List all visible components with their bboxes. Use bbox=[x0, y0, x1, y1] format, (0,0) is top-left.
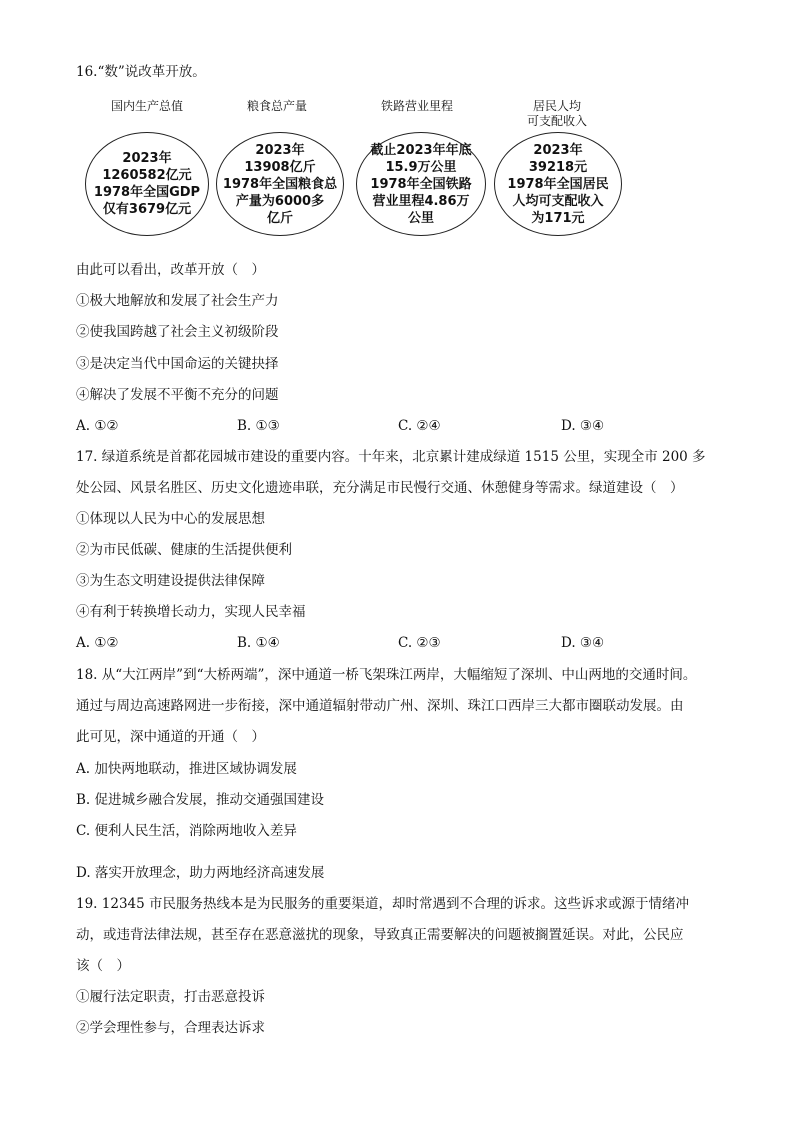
q17-stem-line-2: 处公园、风景名胜区、历史文化遗迹串联，充分满足市民慢行交通、休憩健身等需求。绿道建设（ ） bbox=[76, 480, 684, 496]
q18-option-d[interactable]: D. 落实开放理念，助力两地经济高速发展 bbox=[76, 865, 325, 881]
q16-item-1: ①极大地解放和发展了社会生产力 bbox=[76, 293, 279, 309]
q19-stem-line-1: 19. 12345 市民服务热线本是为民服务的重要渠道，却时常遇到不合理的诉求。这些诉求或源于情绪冲 bbox=[76, 896, 689, 912]
q18-stem-line-2: 通过与周边高速路网进一步衔接，深中通道辐射带动广州、深圳、珠江口西岸三大都市圈联动发展。由 bbox=[76, 698, 684, 714]
bubble-grain: 2023年 13908亿斤 1978年全国粮食总 产量为6000多 亿斤 bbox=[216, 132, 344, 236]
q19-item-1: ①履行法定职责，打击恶意投诉 bbox=[76, 989, 265, 1005]
q16-option-d[interactable]: D. ③④ bbox=[561, 418, 605, 434]
q18-option-a[interactable]: A. 加快两地联动，推进区域协调发展 bbox=[76, 761, 297, 777]
q16-item-3: ③是决定当代中国命运的关键抉择 bbox=[76, 356, 279, 372]
q18-option-b[interactable]: B. 促进城乡融合发展，推动交通强国建设 bbox=[76, 792, 325, 808]
q16-option-c[interactable]: C. ②④ bbox=[398, 418, 441, 434]
q19-item-2: ②学会理性参与，合理表达诉求 bbox=[76, 1020, 265, 1036]
q17-item-4: ④有利于转换增长动力，实现人民幸福 bbox=[76, 604, 306, 620]
q19-stem-line-3: 该（ ） bbox=[76, 958, 130, 974]
q17-item-1: ①体现以人民为中心的发展思想 bbox=[76, 511, 265, 527]
q17-option-b[interactable]: B. ①④ bbox=[237, 635, 280, 651]
category-label-income: 居民人均 可支配收入 bbox=[526, 99, 587, 128]
q17-stem-line-1: 17. 绿道系统是首都花园城市建设的重要内容。十年来，北京累计建成绿道 1515 公里，实现全市 200 多 bbox=[76, 449, 706, 465]
category-label-grain: 粮食总产量 bbox=[246, 99, 307, 113]
bubble-income: 2023年 39218元 1978年全国居民 人均可支配收入 为171元 bbox=[494, 132, 622, 236]
q16-option-a[interactable]: A. ①② bbox=[76, 418, 119, 434]
q16-option-b[interactable]: B. ①③ bbox=[237, 418, 280, 434]
bubble-gdp: 2023年 1260582亿元 1978年全国GDP 仅有3679亿元 bbox=[85, 132, 209, 236]
q17-option-d[interactable]: D. ③④ bbox=[561, 635, 605, 651]
q18-option-c[interactable]: C. 便利人民生活，消除两地收入差异 bbox=[76, 823, 297, 839]
category-label-railway: 铁路营业里程 bbox=[380, 99, 453, 113]
q16-item-2: ②使我国跨越了社会主义初级阶段 bbox=[76, 324, 279, 340]
q17-option-c[interactable]: C. ②③ bbox=[398, 635, 441, 651]
q17-option-a[interactable]: A. ①② bbox=[76, 635, 119, 651]
bubble-railway: 截止2023年年底 15.9万公里 1978年全国铁路 营业里程4.86万 公里 bbox=[356, 132, 486, 236]
q17-item-2: ②为市民低碳、健康的生活提供便利 bbox=[76, 542, 292, 558]
q16-question: 由此可以看出，改革开放（ ） bbox=[76, 262, 265, 278]
q16-stem: 16.“数”说改革开放。 bbox=[76, 64, 206, 80]
q17-item-3: ③为生态文明建设提供法律保障 bbox=[76, 573, 265, 589]
category-label-gdp: 国内生产总值 bbox=[110, 99, 183, 113]
q19-stem-line-2: 动，或违背法律法规，甚至存在恶意滋扰的现象，导致真正需要解决的问题被搁置延误。对此，公民应 bbox=[76, 927, 684, 943]
q18-stem-line-1: 18. 从“大江两岸”到“大桥两端”，深中通道一桥飞架珠江两岸，大幅缩短了深圳、中山两地的交通时间。 bbox=[76, 667, 697, 683]
q16-item-4: ④解决了发展不平衡不充分的问题 bbox=[76, 387, 279, 403]
q18-stem-line-3: 此可见，深中通道的开通（ ） bbox=[76, 729, 265, 745]
